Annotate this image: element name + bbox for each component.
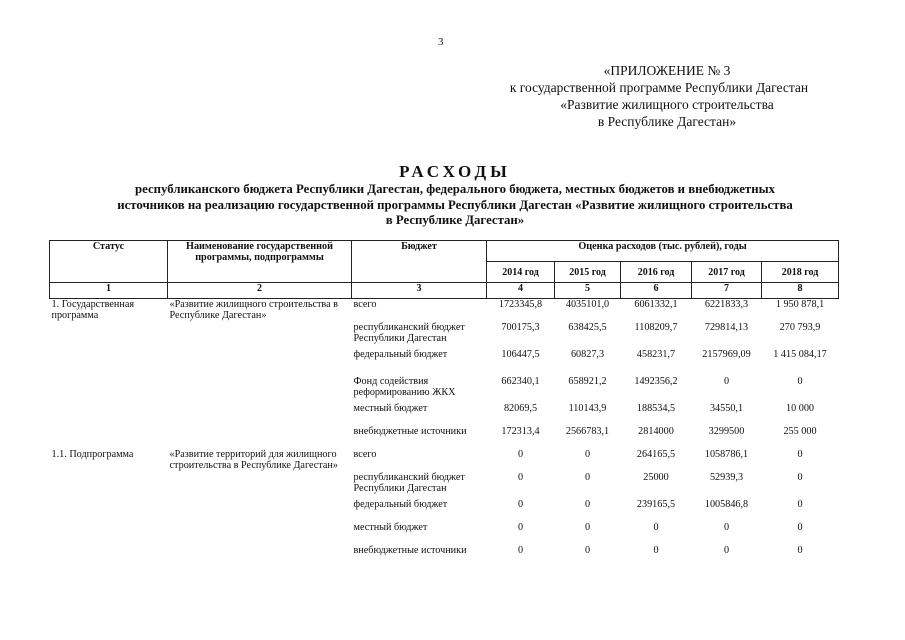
value-cell: 110143,9	[568, 403, 607, 414]
value-cell: 6061332,1	[634, 299, 678, 310]
value-cell: 0	[584, 545, 591, 556]
value-cell: 106447,5	[501, 349, 540, 360]
column-number: 4	[487, 283, 555, 299]
value-cell: 25000	[643, 472, 669, 483]
value-cell: 0	[723, 545, 730, 556]
value-cell: 0	[723, 376, 730, 387]
value-cell: 0	[517, 472, 524, 483]
value-cell: 4035101,0	[565, 299, 610, 310]
row-budget: местный бюджет	[353, 403, 428, 414]
value-cell: 0	[797, 522, 803, 533]
value-cell: 658921,2	[568, 376, 607, 387]
value-cell: 0	[517, 545, 524, 556]
row-budget: всего	[353, 449, 377, 460]
table-body	[50, 299, 839, 569]
table-row	[50, 299, 839, 323]
value-cell: 458231,7	[636, 349, 676, 360]
value-cell: 172313,4	[501, 426, 540, 437]
value-cell: 0	[584, 522, 591, 533]
value-cell: 1108209,7	[634, 322, 678, 333]
header-estimate: Оценка расходов (тыс. рублей), годы	[487, 241, 839, 262]
row-budget: республиканский бюджет Республики Дагестан	[353, 472, 465, 494]
column-number: 3	[352, 283, 487, 299]
table-row	[50, 449, 839, 472]
value-cell: 0	[584, 449, 591, 460]
value-cell: 1492356,2	[634, 376, 678, 387]
value-cell: 2814000	[638, 426, 674, 437]
row-budget: федеральный бюджет	[353, 349, 448, 360]
appendix-line-1: «ПРИЛОЖЕНИЕ № 3	[603, 63, 731, 78]
value-cell: 0	[723, 522, 730, 533]
row-program-name: «Развитие жилищного строительства в Республике Дагестан»	[169, 299, 338, 321]
column-number: 5	[555, 283, 621, 299]
row-budget: местный бюджет	[353, 522, 428, 533]
appendix-line-3: «Развитие жилищного строительства	[560, 97, 774, 112]
value-cell: 82069,5	[503, 403, 538, 414]
value-cell: 2157969,09	[702, 349, 751, 360]
row-program-name: «Развитие территорий для жилищного строительства в Республике Дагестан»	[169, 449, 338, 471]
value-cell: 34550,1	[709, 403, 744, 414]
row-budget: федеральный бюджет	[353, 499, 448, 510]
header-status: Статус	[50, 241, 168, 283]
document-title: РАСХОДЫ	[399, 162, 511, 181]
value-cell: 0	[797, 449, 803, 460]
column-number: 8	[762, 283, 839, 299]
value-cell: 0	[584, 472, 591, 483]
value-cell: 0	[517, 522, 524, 533]
value-cell: 0	[797, 499, 803, 510]
expenses-table	[49, 240, 839, 568]
header-year: 2016 год	[621, 262, 692, 283]
row-budget: внебюджетные источники	[353, 545, 467, 556]
value-cell: 662340,1	[501, 376, 540, 387]
value-cell: 1723345,8	[498, 299, 543, 310]
value-cell: 188534,5	[636, 403, 676, 414]
page-number: 3	[438, 36, 444, 48]
header-year: 2014 год	[487, 262, 555, 283]
header-year: 2018 год	[762, 262, 839, 283]
value-cell: 1 950 878,1	[775, 299, 825, 310]
value-cell: 3299500	[708, 426, 745, 437]
value-cell: 0	[653, 545, 659, 556]
subtitle-line-2: источников на реализацию государственной программы Республики Дагестан «Развитие жилищного строительства	[117, 197, 793, 212]
value-cell: 0	[517, 449, 524, 460]
value-cell: 1058786,1	[704, 449, 749, 460]
header-budget: Бюджет	[352, 241, 487, 283]
column-number: 6	[621, 283, 692, 299]
value-cell: 638425,5	[568, 322, 607, 333]
header-name: Наименование государственной программы, подпрограммы	[168, 241, 352, 283]
appendix-line-4: в Республике Дагестан»	[597, 114, 737, 129]
appendix-block	[487, 62, 847, 130]
row-budget: Фонд содействия реформированию ЖКХ	[353, 376, 456, 398]
value-cell: 1 415 084,17	[773, 349, 827, 360]
header-year: 2015 год	[555, 262, 621, 283]
column-number: 7	[692, 283, 762, 299]
value-cell: 0	[797, 545, 803, 556]
row-status: 1.1. Подпрограмма	[51, 449, 134, 460]
value-cell: 239165,5	[636, 499, 676, 510]
row-budget: внебюджетные источники	[353, 426, 467, 437]
value-cell: 2566783,1	[565, 426, 610, 437]
value-cell: 10 000	[786, 403, 815, 414]
subtitle-line-1: республиканского бюджета Республики Дагестан, федерального бюджета, местных бюджетов и внебюджетных	[135, 182, 775, 196]
value-cell: 729814,13	[704, 322, 749, 333]
value-cell: 0	[584, 499, 591, 510]
value-cell: 0	[797, 376, 803, 387]
value-cell: 6221833,3	[704, 299, 749, 310]
value-cell: 270 793,9	[779, 322, 821, 333]
value-cell: 0	[517, 499, 524, 510]
value-cell: 0	[653, 522, 659, 533]
subtitle-line-3: в Республике Дагестан»	[385, 213, 525, 227]
value-cell: 255 000	[783, 426, 817, 437]
document-heading	[20, 162, 890, 229]
value-cell: 60827,3	[570, 349, 605, 360]
column-number: 1	[50, 283, 168, 299]
column-number: 2	[168, 283, 352, 299]
value-cell: 264165,5	[636, 449, 676, 460]
value-cell: 1005846,8	[704, 499, 749, 510]
appendix-line-2: к государственной программе Республики Дагестан	[509, 80, 809, 95]
value-cell: 0	[797, 472, 803, 483]
row-budget: всего	[353, 299, 377, 310]
header-year: 2017 год	[692, 262, 762, 283]
row-status: 1. Государственная программа	[51, 299, 135, 321]
value-cell: 700175,3	[501, 322, 540, 333]
value-cell: 52939,3	[709, 472, 744, 483]
row-budget: республиканский бюджет Республики Дагестан	[353, 322, 465, 344]
